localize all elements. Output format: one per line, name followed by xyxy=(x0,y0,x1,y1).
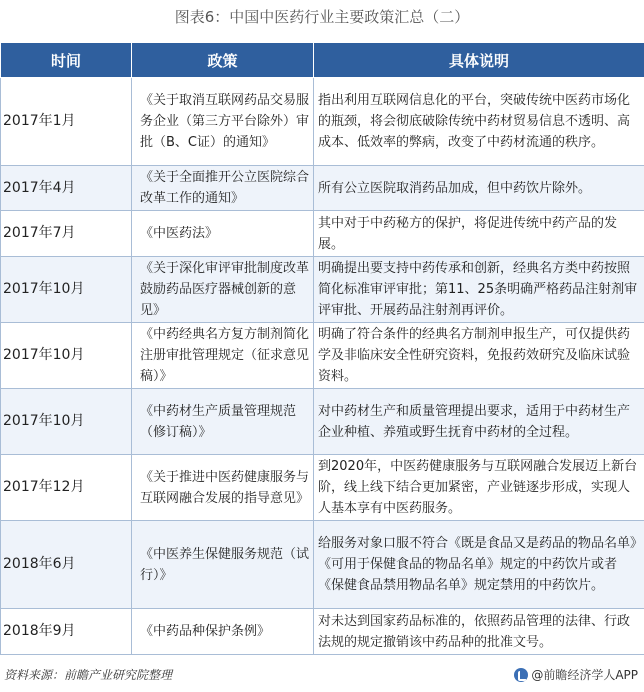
cell-policy: 《关于全面推开公立医院综合改革工作的通知》 xyxy=(132,166,314,211)
table-row xyxy=(1,211,644,257)
cell-description: 所有公立医院取消药品加成，但中药饮片除外。 xyxy=(314,166,644,211)
table-header-row xyxy=(1,43,644,78)
cell-time: 2017年1月 xyxy=(1,78,132,166)
cell-time: 2018年6月 xyxy=(1,521,132,609)
cell-policy: 《关于取消互联网药品交易服务企业（第三方平台除外）审批（B、C证）的通知》 xyxy=(132,78,314,166)
cell-time: 2017年12月 xyxy=(1,455,132,521)
cell-description: 给服务对象口服不符合《既是食品又是药品的物品名单》《可用于保健食品的物品名单》规定的中药饮片或者《保健食品禁用物品名单》规定禁用的中药饮片。 xyxy=(314,521,644,609)
table-row xyxy=(1,609,644,655)
cell-description: 明确提出要支持中药传承和创新，经典名方类中药按照简化标准审评审批；第11、25条明确严格药品注射剂审评审批、开展药品注射剂再评价。 xyxy=(314,257,644,323)
cell-description: 其中对于中药秘方的保护，将促进传统中药产品的发展。 xyxy=(314,211,644,257)
cell-time: 2018年9月 xyxy=(1,609,132,655)
cell-policy: 《中医养生保健服务规范（试行）》 xyxy=(132,521,314,609)
figure-title: 图表6：中国中医药行业主要政策汇总（二） xyxy=(174,8,470,26)
cell-description: 到2020年，中医药健康服务与互联网融合发展迈上新台阶，线上线下结合更加紧密，产业链逐步形成，实现人人基本享有中医药服务。 xyxy=(314,455,644,521)
cell-description: 对中药材生产和质量管理提出要求，适用于中药材生产企业种植、养殖或野生抚育中药材的全过程。 xyxy=(314,389,644,455)
cell-time: 2017年10月 xyxy=(1,389,132,455)
column-header-description: 具体说明 xyxy=(314,43,644,78)
cell-policy: 《关于深化审评审批制度改革鼓励药品医疗器械创新的意见》 xyxy=(132,257,314,323)
table-row xyxy=(1,78,644,166)
table-row xyxy=(1,323,644,389)
brand-label: @前瞻经济学人APP xyxy=(531,668,638,682)
table-row xyxy=(1,257,644,323)
cell-time: 2017年4月 xyxy=(1,166,132,211)
column-header-time: 时间 xyxy=(1,43,132,78)
table-row xyxy=(1,521,644,609)
cell-policy: 《中医药法》 xyxy=(132,211,314,257)
brand-credit xyxy=(514,666,638,683)
cell-description: 指出利用互联网信息化的平台，突破传统中医药市场化的瓶颈，将会彻底破除传统中药材贸易信息不透明、高成本、低效率的弊病，改变了中药材流通的秩序。 xyxy=(314,78,644,166)
source-note: 资料来源：前瞻产业研究院整理 xyxy=(4,668,173,682)
cell-time: 2017年10月 xyxy=(1,257,132,323)
cell-description: 明确了符合条件的经典名方制剂申报生产，可仅提供药学及非临床安全性研究资料，免报药效研究及临床试验资料。 xyxy=(314,323,644,389)
cell-time: 2017年7月 xyxy=(1,211,132,257)
cell-policy: 《关于推进中医药健康服务与互联网融合发展的指导意见》 xyxy=(132,455,314,521)
column-header-policy: 政策 xyxy=(132,43,314,78)
qianzhan-logo-icon xyxy=(514,668,528,682)
policy-table xyxy=(0,42,644,655)
cell-policy: 《中药经典名方复方制剂简化注册审批管理规定（征求意见稿）》 xyxy=(132,323,314,389)
table-row xyxy=(1,166,644,211)
table-row xyxy=(1,455,644,521)
table-row xyxy=(1,389,644,455)
cell-policy: 《中药品种保护条例》 xyxy=(132,609,314,655)
cell-time: 2017年10月 xyxy=(1,323,132,389)
cell-description: 对未达到国家药品标准的，依照药品管理的法律、行政法规的规定撤销该中药品种的批准文号。 xyxy=(314,609,644,655)
footer xyxy=(0,664,644,686)
cell-policy: 《中药材生产质量管理规范（修订稿）》 xyxy=(132,389,314,455)
